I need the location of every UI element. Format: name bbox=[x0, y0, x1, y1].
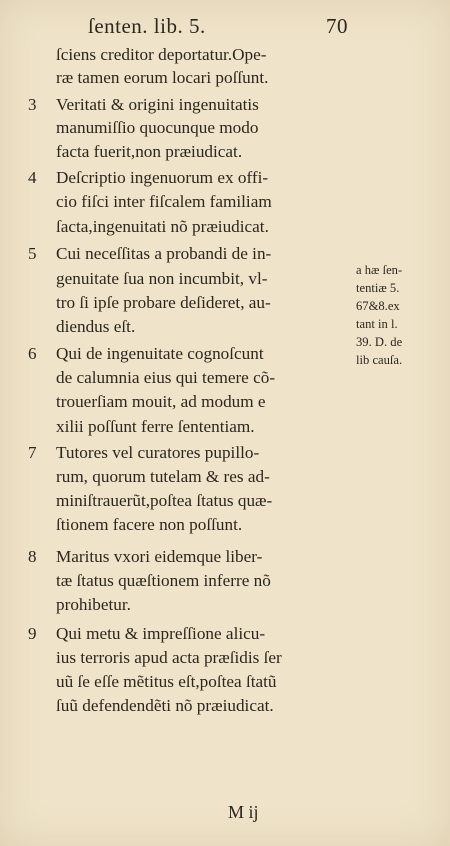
text-line: ſciens creditor deportatur.Ope- bbox=[56, 45, 267, 64]
text-line: Veritati & origini ingenuitatis bbox=[56, 95, 259, 114]
margin-note-line: tentiæ 5. bbox=[356, 281, 400, 295]
text-line: manumiſſio quocunque modo bbox=[56, 118, 259, 137]
text-line: Cui neceſſitas a probandi de in- bbox=[56, 244, 272, 263]
text-line: tæ ſtatus quæſtionem inferre nõ bbox=[56, 571, 271, 590]
text-line: Qui metu & impreſſione alicu- bbox=[56, 624, 266, 643]
text-line: uũ ſe eſſe mẽtitus eſt,poſtea ſtatũ bbox=[56, 672, 277, 691]
text-line: ſtionem facere non poſſunt. bbox=[56, 515, 243, 534]
text-line: prohibetur. bbox=[56, 595, 131, 614]
item-number: 8 bbox=[28, 547, 37, 566]
item-number: 5 bbox=[28, 244, 37, 263]
text-line: tro ſi ipſe probare deſideret, au- bbox=[56, 293, 271, 312]
text-line: ſuũ defendendẽti nõ præiudicat. bbox=[56, 696, 274, 715]
text-line: Qui de ingenuitate cognoſcunt bbox=[56, 344, 264, 363]
text-line: de calumnia eius qui temere cõ- bbox=[56, 368, 276, 387]
text-line: ræ tamen eorum locari poſſunt. bbox=[56, 68, 269, 87]
text-line: xilii poſſunt ferre ſententiam. bbox=[56, 417, 255, 436]
margin-note-line: tant in l. bbox=[356, 317, 398, 331]
running-title: ſenten. lib. 5. bbox=[88, 14, 206, 38]
text-line: ſacta,ingenuitati nõ præiudicat. bbox=[56, 217, 269, 236]
margin-note-line: lib cauſa. bbox=[356, 353, 403, 367]
item-number: 6 bbox=[28, 344, 37, 363]
text-line: ius terroris apud acta præſidis ſer bbox=[56, 648, 282, 667]
page-number: 70 bbox=[326, 14, 348, 38]
item-number: 9 bbox=[28, 624, 37, 643]
text-line: facta fuerit,non præiudicat. bbox=[56, 142, 243, 161]
margin-note-line: 39. D. de bbox=[356, 335, 403, 349]
text-line: rum, quorum tutelam & res ad- bbox=[56, 467, 270, 486]
item-number: 3 bbox=[28, 95, 37, 114]
text-line: Maritus vxori eidemque liber- bbox=[56, 547, 263, 566]
signature-mark: M ij bbox=[228, 802, 259, 822]
margin-note-line: a hæ ſen- bbox=[356, 263, 403, 277]
margin-note-line: 67&8.ex bbox=[356, 299, 400, 313]
text-line: genuitate ſua non incumbit, vl- bbox=[56, 269, 268, 288]
item-number: 4 bbox=[28, 168, 37, 187]
text-line: diendus eſt. bbox=[56, 317, 136, 336]
text-line: trouerſiam mouit, ad modum e bbox=[56, 392, 266, 411]
text-line: miniſtrauerũt,poſtea ſtatus quæ- bbox=[56, 491, 273, 510]
text-line: Tutores vel curatores pupillo- bbox=[56, 443, 260, 462]
text-line: cio fiſci inter fiſcalem familiam bbox=[56, 192, 272, 211]
item-number: 7 bbox=[28, 443, 37, 462]
text-line: Deſcriptio ingenuorum ex offi- bbox=[56, 168, 269, 187]
